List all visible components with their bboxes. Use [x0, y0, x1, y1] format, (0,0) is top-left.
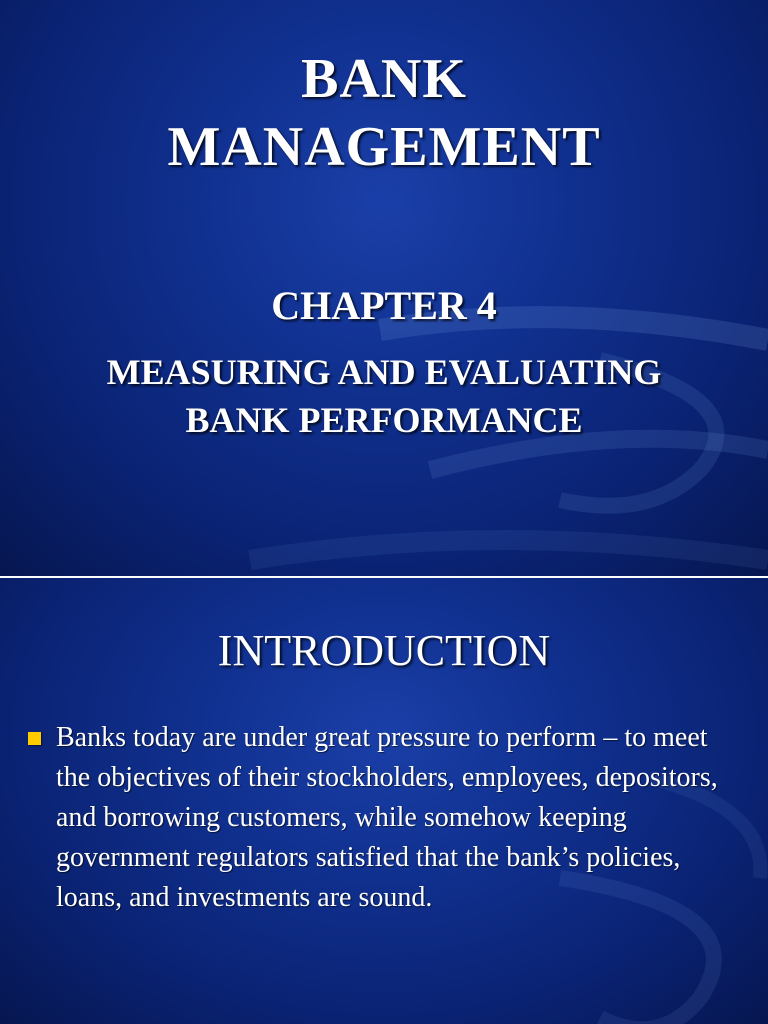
- chapter-label: CHAPTER 4: [271, 283, 497, 328]
- subtitle-line-2: BANK PERFORMANCE: [185, 400, 583, 440]
- slide-subtitle: [0, 348, 768, 444]
- slide-heading: INTRODUCTION: [217, 626, 551, 675]
- introduction-slide: [0, 578, 768, 1024]
- title-line-1: BANK: [301, 48, 467, 110]
- subtitle-line-1: MEASURING AND EVALUATING: [106, 352, 662, 392]
- square-bullet-icon: [28, 732, 41, 745]
- bullet-text: Banks today are under great pressure to perform – to meet the objectives of their stockholders, employees, depositors, and borrowing customers, while somehow keeping government regulators satisfied that the bank’s policies, loans, and investments are sound.: [56, 722, 718, 913]
- slide-title: [0, 45, 768, 181]
- bullet-list-item: [28, 718, 748, 918]
- title-line-2: MANAGEMENT: [167, 116, 601, 178]
